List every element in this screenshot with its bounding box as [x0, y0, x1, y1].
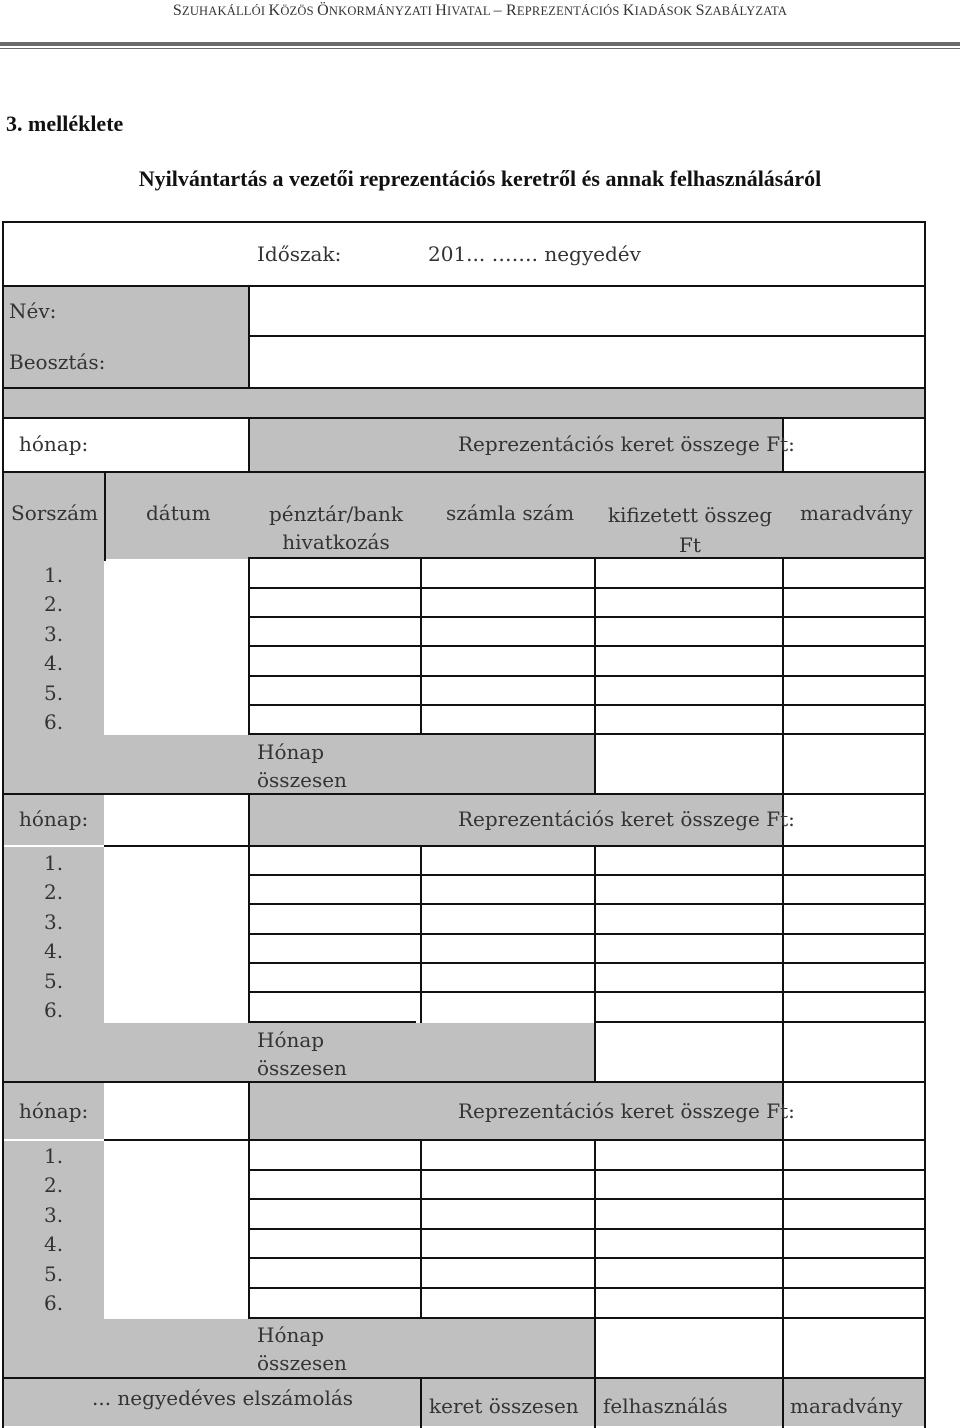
budget-label: Reprezentációs keret összege Ft: [458, 1099, 795, 1123]
table-rule-h [248, 1169, 926, 1171]
table-rule-v [594, 1377, 596, 1428]
column-header-szamla: számla szám [446, 501, 575, 525]
month-total-label: Hónap összesen [257, 740, 347, 792]
table-rule-h [2, 417, 926, 419]
table-rule-h [2, 1081, 926, 1083]
table-rule-v [594, 733, 596, 795]
table-rule-h [248, 903, 926, 905]
table-rule-h [248, 1198, 926, 1200]
table-rule-h [248, 1287, 926, 1289]
header-title-part: – [493, 2, 507, 19]
row-number: 1. [44, 563, 64, 587]
table-rule-h [248, 645, 926, 647]
header-title-part: K [268, 2, 281, 19]
table-rule-v [782, 733, 784, 795]
table-rule-h [248, 1228, 926, 1230]
table-rule-h [104, 845, 926, 847]
document-header [0, 0, 960, 26]
quarter-label: ... negyedéves elszámolás [92, 1386, 354, 1410]
month-total-label: Hónap összesen [257, 1028, 347, 1080]
table-rule-h [248, 962, 926, 964]
table-rule-v [248, 417, 250, 473]
table-rule-h [2, 387, 926, 389]
row-number: 6. [44, 1291, 64, 1315]
row-number: 2. [44, 1173, 64, 1198]
maradvany-footer-label: maradvány [790, 1394, 903, 1418]
row-number: 4. [44, 651, 64, 676]
month-label: hónap: [19, 807, 89, 831]
column-header-osszeg: kifizetett összeg Ft [607, 503, 773, 557]
row-number: 3. [44, 1202, 64, 1227]
table-rule-h [248, 1257, 926, 1259]
table-rule-h [248, 991, 926, 993]
header-title-part: R [506, 2, 517, 19]
row-number: 5. [44, 968, 64, 993]
table-rule-v [248, 793, 250, 847]
table-rule-v [594, 1317, 596, 1379]
row-number: 3. [44, 621, 64, 646]
period-label: Időszak: [257, 242, 342, 266]
table-rule-v [782, 1377, 784, 1428]
header-title-part: ZUHAKÁLLÓI [181, 4, 269, 18]
table-rule-h [248, 1317, 926, 1319]
header-title-part: K [622, 2, 635, 19]
table-rule-v [924, 221, 926, 1428]
column-header-maradvany: maradvány [800, 501, 913, 525]
row-number: 4. [44, 939, 64, 964]
header-title-part: ZABÁLYZATA [704, 4, 788, 18]
row-number: 5. [44, 1261, 64, 1286]
header-rule [0, 42, 960, 46]
table-rule-h [248, 733, 926, 735]
table-rule-h [2, 1377, 926, 1379]
table-rule-h [248, 874, 926, 876]
table-rule-v [2, 221, 4, 1428]
table-rule-h [248, 933, 926, 935]
row-number: 3. [44, 909, 64, 934]
row-number: 6. [44, 998, 64, 1022]
table-rule-v [104, 471, 106, 561]
row-number: 1. [44, 851, 64, 875]
header-title-part: ÖZÖS [280, 4, 318, 18]
column-header-hivatkozas: pénztár/bank hivatkozás [268, 502, 404, 554]
month-label: hónap: [19, 1099, 89, 1123]
name-label: Név: [9, 299, 57, 323]
table-rule-h [248, 1021, 416, 1023]
row-number: 5. [44, 680, 64, 705]
position-label: Beosztás: [9, 350, 106, 374]
table-rule-h [2, 471, 926, 473]
header-title-part: S [695, 2, 705, 19]
table-rule-h [248, 335, 926, 337]
separator-fill [4, 389, 926, 417]
table-rule-v [248, 1081, 250, 1141]
header-title-part: H [435, 2, 448, 19]
row-number: 2. [44, 880, 64, 905]
row-number: 1. [44, 1144, 64, 1168]
month-label: hónap: [19, 432, 89, 456]
header-title-part: Ö [317, 2, 329, 19]
header-rule-thin [0, 48, 960, 49]
page-title: Nyilvántartás a vezetői reprezentációs keretről és annak felhasználásáról [138, 166, 822, 191]
budget-label: Reprezentációs keret összege Ft: [458, 807, 795, 831]
row-number: 2. [44, 592, 64, 617]
header-title-part: IVATAL [447, 4, 494, 18]
row-number: 6. [44, 710, 64, 734]
table-rule-h [2, 221, 926, 223]
table-rule-h [2, 285, 926, 287]
keret-osszesen-label: keret összesen [429, 1394, 579, 1418]
annex-label: 3. melléklete [6, 111, 124, 136]
month-total-label: Hónap összesen [257, 1323, 347, 1375]
table-rule-v [594, 1021, 596, 1083]
header-title-part: S [172, 2, 182, 19]
table-rule-h [2, 793, 926, 795]
table-rule-h [248, 704, 926, 706]
row-number: 4. [44, 1232, 64, 1257]
header-title-part: IADÁSOK [634, 4, 696, 18]
table-rule-h [248, 616, 926, 618]
budget-label: Reprezentációs keret összege Ft: [458, 432, 795, 456]
table-rule-h [248, 587, 926, 589]
column-header-sorszam: Sorszám [11, 501, 98, 525]
table-rule-v [782, 1021, 784, 1083]
table-rule-v [248, 285, 250, 389]
column-header-datum: dátum [146, 501, 211, 525]
table-rule-h [248, 675, 926, 677]
table-rule-v [782, 1317, 784, 1379]
header-title-part: EPREZENTÁCIÓS [516, 4, 623, 18]
felhasznalas-label: felhasználás [603, 1394, 728, 1418]
table-rule-v [420, 1377, 422, 1428]
header-title-part: NKORMÁNYZATI [328, 4, 436, 18]
table-rule-h [596, 1021, 926, 1023]
period-value: 201... ……. negyedév [428, 242, 641, 266]
table-rule-h [248, 557, 926, 559]
table-rule-h [104, 1139, 926, 1141]
